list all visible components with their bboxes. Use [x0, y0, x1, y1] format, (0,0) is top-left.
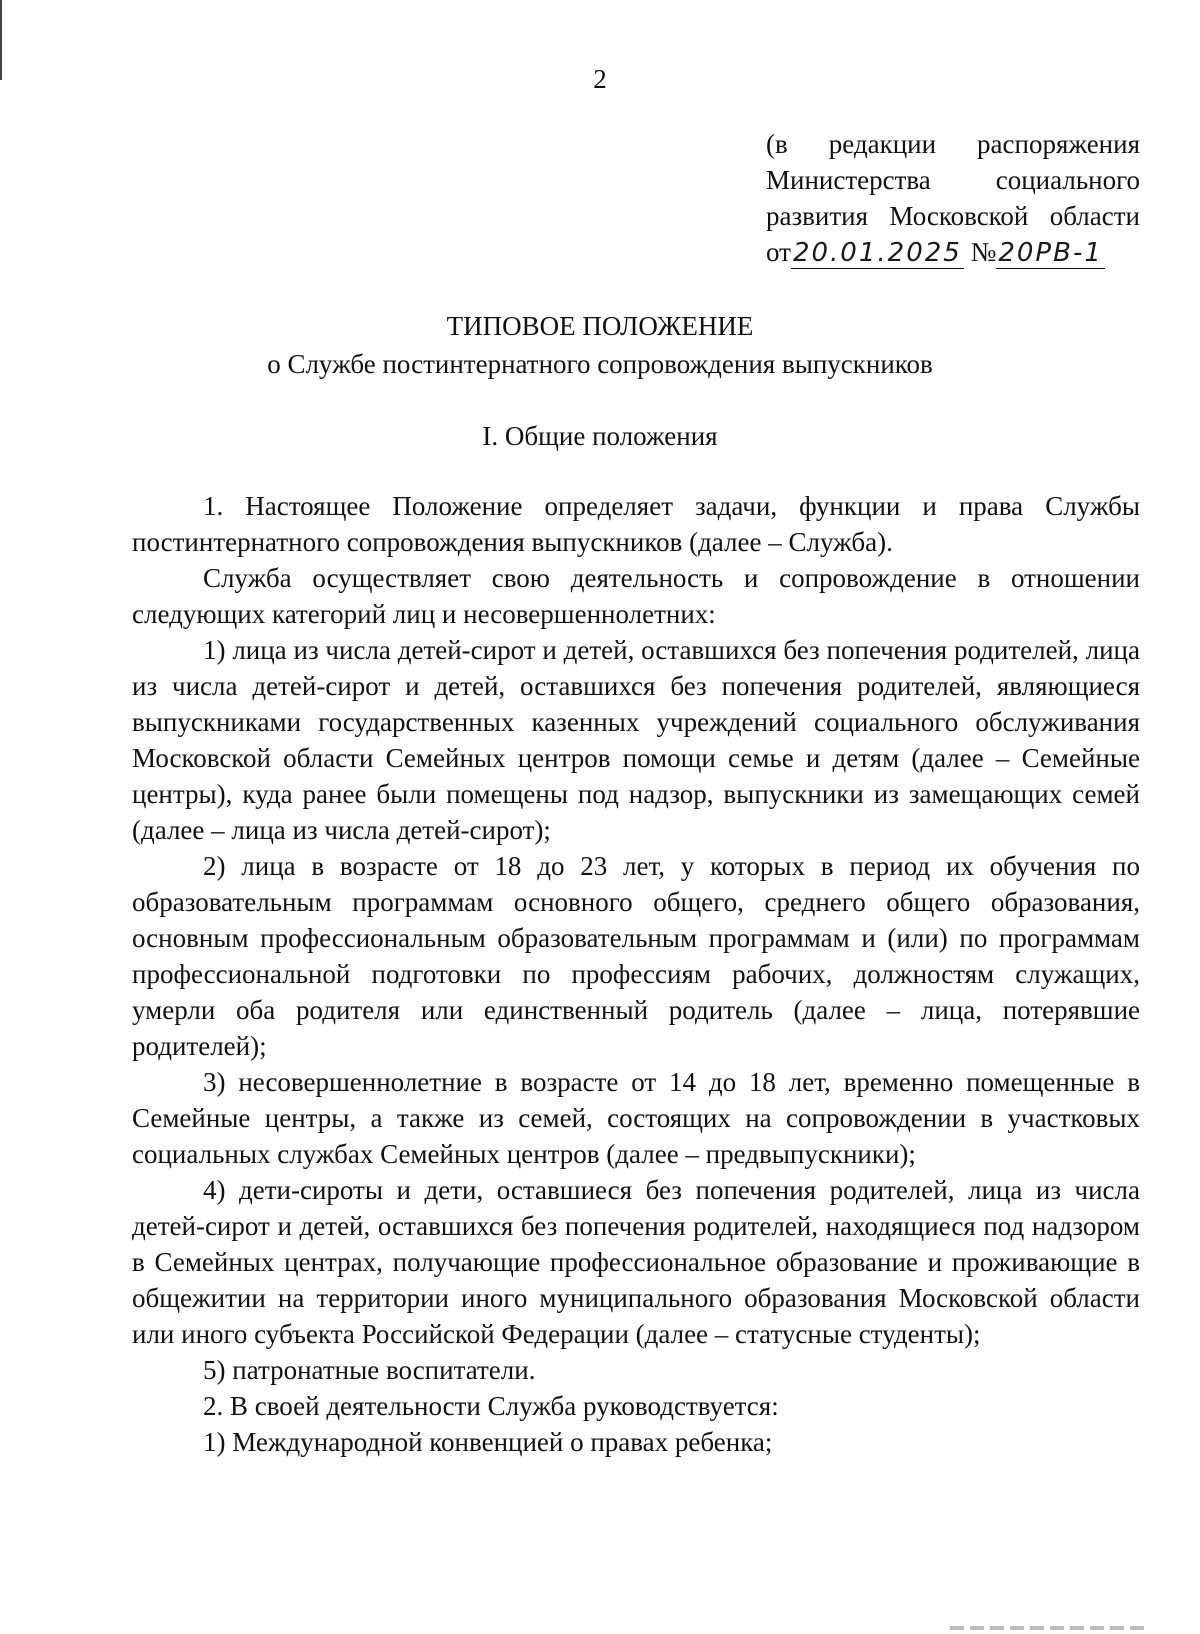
paragraph-6: 4) дети-сироты и дети, оставшиеся без попечения родителей, лица из числа детей-сирот и детей, оставшихся без попечения родителей, находящиеся под надзором в Семейных центрах, получающие профессиональное образование и проживающие в общежитии на территории иного муниципального образования Московской области или иного субъекта Российской Федерации (далее – статусные студенты);	[132, 1175, 1140, 1349]
edition-line-1: (в редакции распоряжения	[766, 129, 1140, 159]
page-number: 2	[593, 64, 607, 94]
number-prefix: №	[970, 237, 997, 267]
paragraph-2: Служба осуществляет свою деятельность и сопровождение в отношении следующих категорий лиц и несовершеннолетних:	[132, 563, 1140, 629]
paragraph-7: 5) патронатные воспитатели.	[203, 1355, 536, 1385]
handwritten-number: 20РВ-1	[998, 238, 1103, 268]
date-prefix: от	[766, 237, 791, 267]
paragraph-1: 1. Настоящее Положение определяет задачи, функции и права Службы постинтернатного сопровождения выпускников (далее – Служба).	[132, 491, 1140, 557]
body-text	[132, 488, 1140, 1460]
paragraph-8: 2. В своей деятельности Служба руководствуется:	[203, 1391, 779, 1421]
paragraph-5: 3) несовершеннолетние в возрасте от 14 до 18 лет, временно помещенные в Семейные центры, а также из семей, состоящих на сопровождении в участковых социальных службах Семейных центров (далее – предвыпускники);	[132, 1067, 1140, 1169]
document-subtitle: о Службе постинтернатного сопровождения выпускников	[267, 349, 933, 379]
edition-date-line	[766, 234, 1140, 271]
edition-line-2: Министерства социального	[766, 165, 1140, 195]
section-heading: I. Общие положения	[482, 421, 718, 451]
paragraph-4: 2) лица в возрасте от 18 до 23 лет, у которых в период их обучения по образовательным программам основного общего, среднего общего образования, основным профессиональным образовательным программам и (или) по программам профессиональной подготовки по профессиям рабочих, должностям служащих, умерли оба родителя или единственный родитель (далее – лица, потерявшие родителей);	[132, 851, 1140, 1061]
handwritten-date: 20.01.2025	[792, 238, 962, 268]
paragraph-9: 1) Международной конвенцией о правах ребенка;	[203, 1427, 773, 1457]
paragraph-3: 1) лица из числа детей-сирот и детей, оставшихся без попечения родителей, лица из числа детей-сирот и детей, оставшихся без попечения родителей, являющиеся выпускниками государственных казенных учреждений социального обслуживания Московской области Семейных центров помощи семье и детям (далее – Семейные центры), куда ранее были помещены под надзор, выпускники из замещающих семей (далее – лица из числа детей-сирот);	[132, 635, 1140, 845]
document-title: ТИПОВОЕ ПОЛОЖЕНИЕ	[446, 311, 754, 341]
edition-line-3: развития Московской области	[766, 201, 1140, 231]
edition-note	[766, 126, 1140, 271]
scan-artifact-mark	[950, 1626, 1150, 1630]
